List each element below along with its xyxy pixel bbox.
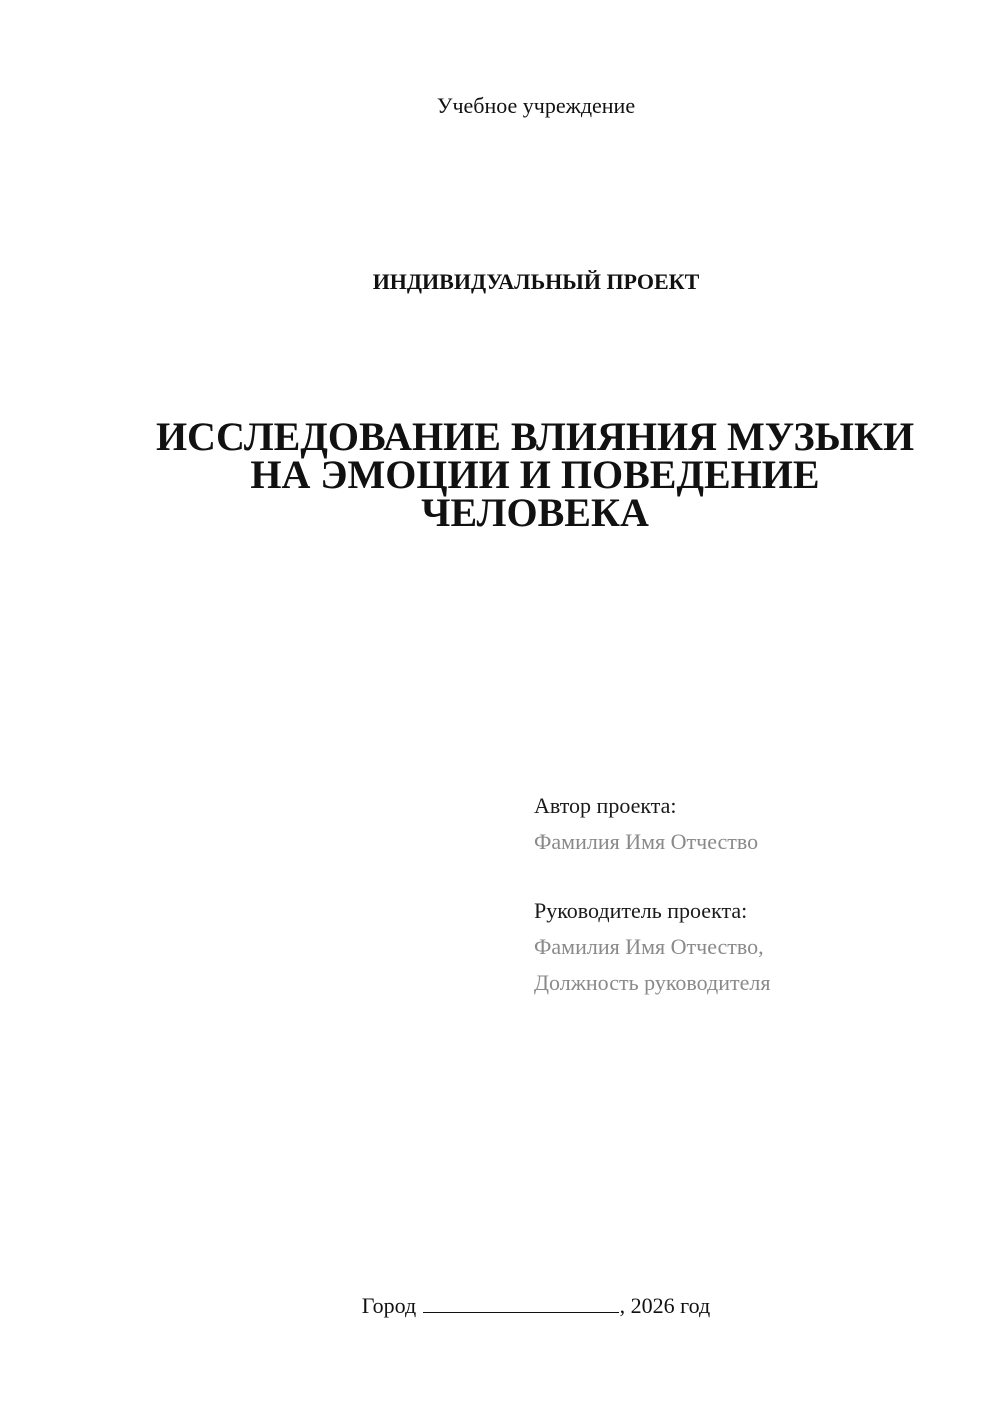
project-title-line: ИССЛЕДОВАНИЕ ВЛИЯНИЯ МУЗЫКИ	[155, 414, 915, 459]
supervisor-position: Должность руководителя	[534, 970, 771, 995]
institution-name: Учебное учреждение	[436, 93, 636, 118]
project-title-line: ЧЕЛОВЕКА	[421, 490, 649, 535]
project-credits	[534, 788, 974, 1001]
supervisor-label: Руководитель проекта:	[534, 898, 748, 923]
year-text: , 2026 год	[619, 1293, 711, 1318]
spacer	[534, 860, 974, 893]
city-year-line	[0, 1290, 1000, 1320]
city-label: Город	[361, 1293, 417, 1318]
document-type: ИНДИВИДУАЛЬНЫЙ ПРОЕКТ	[372, 269, 700, 294]
city-blank-line	[423, 1290, 619, 1313]
project-title-line: НА ЭМОЦИИ И ПОВЕДЕНИЕ	[250, 452, 820, 497]
author-label: Автор проекта:	[534, 793, 677, 818]
author-name: Фамилия Имя Отчество	[534, 829, 759, 854]
project-title	[150, 414, 920, 535]
supervisor-name: Фамилия Имя Отчество,	[534, 934, 764, 959]
